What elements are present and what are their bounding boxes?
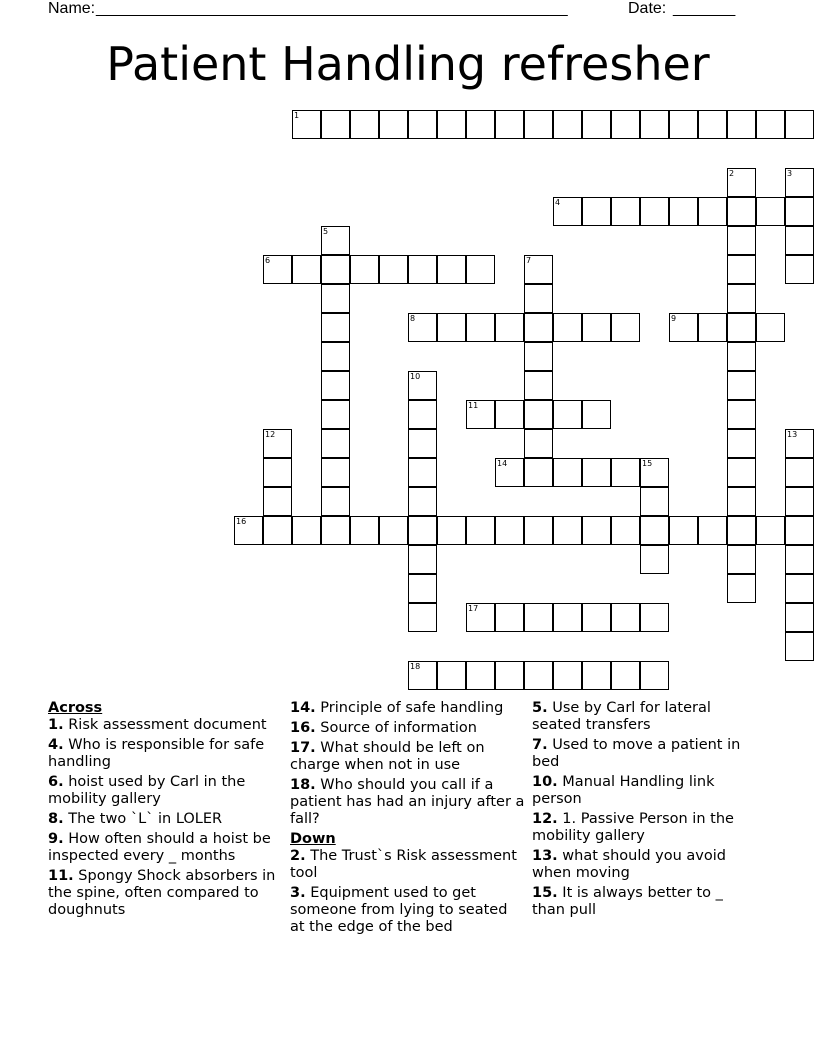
grid-cell[interactable]: [466, 255, 495, 284]
grid-cell[interactable]: [524, 342, 553, 371]
clue-text: How often should a hoist be inspected every _ months: [48, 831, 271, 864]
clue-number-label: 14: [497, 459, 508, 468]
name-field[interactable]: _____________________________________________________: [96, 0, 568, 17]
grid-cell[interactable]: [785, 458, 814, 487]
grid-cell[interactable]: [321, 313, 350, 342]
clue-text: hoist used by Carl in the mobility gallery: [48, 774, 246, 807]
clue-number: 11.: [48, 868, 74, 884]
grid-cell[interactable]: [611, 516, 640, 545]
clue-item: [290, 885, 525, 936]
grid-cell[interactable]: [437, 313, 466, 342]
grid-cell[interactable]: [582, 603, 611, 632]
grid-cell[interactable]: [466, 313, 495, 342]
grid-cell[interactable]: [292, 516, 321, 545]
grid-cell[interactable]: [408, 255, 437, 284]
clue-text: what should you avoid when moving: [532, 848, 726, 881]
clue-number-label: 13: [787, 430, 798, 439]
grid-cell[interactable]: [524, 603, 553, 632]
grid-cell[interactable]: [495, 603, 524, 632]
clue-text: Who is responsible for safe handling: [48, 737, 265, 770]
grid-cell[interactable]: [727, 255, 756, 284]
grid-cell[interactable]: [524, 110, 553, 139]
grid-cell[interactable]: [582, 197, 611, 226]
date-label: Date:: [628, 0, 667, 17]
clue-item: [48, 811, 280, 828]
clue-number-label: 8: [410, 314, 416, 323]
clue-text: Manual Handling link person: [532, 774, 715, 807]
grid-cell[interactable]: [640, 661, 669, 690]
grid-cell[interactable]: [611, 603, 640, 632]
grid-cell[interactable]: [582, 313, 611, 342]
clue-text: Principle of safe handling: [315, 700, 504, 716]
grid-cell[interactable]: [582, 661, 611, 690]
grid-cell[interactable]: [698, 197, 727, 226]
clue-number-label: 11: [468, 401, 479, 410]
clue-number: 1.: [48, 717, 64, 733]
grid-cell[interactable]: [437, 110, 466, 139]
clue-text: It is always better to _ than pull: [532, 885, 723, 918]
grid-cell[interactable]: [698, 313, 727, 342]
grid-cell[interactable]: [640, 516, 669, 545]
clue-text: Equipment used to get someone from lying to seated at the edge of the bed: [290, 885, 508, 935]
grid-cell[interactable]: [408, 603, 437, 632]
grid-cell[interactable]: [785, 516, 814, 545]
across-heading: Across: [48, 700, 103, 716]
clue-number-label: 16: [236, 517, 247, 526]
grid-cell[interactable]: [437, 516, 466, 545]
grid-cell[interactable]: [698, 516, 727, 545]
grid-cell[interactable]: [466, 661, 495, 690]
grid-cell[interactable]: [785, 487, 814, 516]
clue-item: [290, 777, 525, 828]
clue-item: [48, 737, 280, 771]
clue-number-label: 12: [265, 430, 276, 439]
grid-cell[interactable]: [379, 255, 408, 284]
grid-cell[interactable]: [321, 342, 350, 371]
clue-number-label: 5: [323, 227, 329, 236]
grid-cell[interactable]: [640, 197, 669, 226]
grid-cell[interactable]: [321, 487, 350, 516]
grid-cell[interactable]: [756, 197, 785, 226]
grid-cell[interactable]: [321, 110, 350, 139]
grid-cell[interactable]: [582, 110, 611, 139]
grid-cell[interactable]: [553, 516, 582, 545]
grid-cell[interactable]: [727, 487, 756, 516]
grid-cell[interactable]: [379, 516, 408, 545]
clue-text: Used to move a patient in bed: [532, 737, 741, 770]
across-clue-list-cont: [290, 700, 525, 828]
grid-cell[interactable]: [379, 110, 408, 139]
grid-cell[interactable]: [408, 574, 437, 603]
clues-column-1: [48, 700, 280, 922]
clue-number-label: 15: [642, 459, 653, 468]
clue-number-label: 6: [265, 256, 271, 265]
clue-text: Use by Carl for lateral seated transfers: [532, 700, 711, 733]
clue-item: [532, 885, 750, 919]
grid-cell[interactable]: [727, 400, 756, 429]
grid-cell[interactable]: [785, 574, 814, 603]
clue-number-label: 1: [294, 111, 300, 120]
clue-number: 13.: [532, 848, 558, 864]
clue-number: 5.: [532, 700, 548, 716]
grid-cell[interactable]: [524, 313, 553, 342]
grid-cell[interactable]: [321, 255, 350, 284]
grid-cell[interactable]: [582, 400, 611, 429]
grid-cell[interactable]: [553, 400, 582, 429]
grid-cell[interactable]: [321, 458, 350, 487]
grid-cell[interactable]: [727, 371, 756, 400]
clue-text: Risk assessment document: [63, 717, 267, 733]
grid-cell[interactable]: [553, 661, 582, 690]
clue-number: 15.: [532, 885, 558, 901]
clue-number-label: 9: [671, 314, 677, 323]
grid-cell[interactable]: [727, 574, 756, 603]
grid-cell[interactable]: [350, 110, 379, 139]
grid-cell[interactable]: [727, 284, 756, 313]
clue-number-label: 18: [410, 662, 421, 671]
clue-number: 2.: [290, 848, 306, 864]
clue-item: [532, 737, 750, 771]
clue-item: [48, 717, 280, 734]
grid-cell[interactable]: [669, 197, 698, 226]
grid-cell[interactable]: [785, 632, 814, 661]
date-field[interactable]: _______: [673, 0, 736, 17]
clue-number: 6.: [48, 774, 64, 790]
grid-cell[interactable]: [727, 342, 756, 371]
clue-item: [290, 700, 525, 717]
clue-item: [532, 811, 750, 845]
grid-cell[interactable]: [408, 110, 437, 139]
grid-cell[interactable]: [437, 661, 466, 690]
grid-cell[interactable]: [640, 110, 669, 139]
grid-cell[interactable]: [321, 371, 350, 400]
grid-cell[interactable]: [408, 400, 437, 429]
grid-cell[interactable]: [524, 284, 553, 313]
grid-cell[interactable]: [756, 110, 785, 139]
clue-number: 10.: [532, 774, 558, 790]
clue-number: 18.: [290, 777, 316, 793]
grid-cell[interactable]: [408, 545, 437, 574]
clue-number-label: 7: [526, 256, 532, 265]
clue-number: 4.: [48, 737, 64, 753]
clue-number: 3.: [290, 885, 306, 901]
grid-cell[interactable]: [495, 400, 524, 429]
grid-cell[interactable]: [785, 545, 814, 574]
clue-number-label: 2: [729, 169, 735, 178]
grid-cell[interactable]: [524, 516, 553, 545]
grid-cell[interactable]: [524, 400, 553, 429]
clue-number-label: 4: [555, 198, 561, 207]
grid-cell[interactable]: [408, 516, 437, 545]
clue-number: 12.: [532, 811, 558, 827]
clue-item: [290, 740, 525, 774]
grid-cell[interactable]: [466, 110, 495, 139]
grid-cell[interactable]: [321, 429, 350, 458]
clue-number-label: 10: [410, 372, 421, 381]
grid-cell[interactable]: [727, 429, 756, 458]
clue-number: 16.: [290, 720, 316, 736]
grid-cell[interactable]: [756, 313, 785, 342]
grid-cell[interactable]: [437, 255, 466, 284]
grid-cell[interactable]: [350, 255, 379, 284]
grid-cell[interactable]: [640, 545, 669, 574]
grid-cell[interactable]: [785, 255, 814, 284]
grid-cell[interactable]: [669, 516, 698, 545]
grid-cell[interactable]: [466, 516, 495, 545]
grid-cell[interactable]: [495, 313, 524, 342]
grid-cell[interactable]: [727, 313, 756, 342]
grid-cell[interactable]: [321, 284, 350, 313]
grid-cell[interactable]: [582, 458, 611, 487]
grid-cell[interactable]: [408, 429, 437, 458]
clue-number-label: 3: [787, 169, 793, 178]
clue-number-label: 17: [468, 604, 479, 613]
grid-cell[interactable]: [263, 516, 292, 545]
clues-column-2: [290, 700, 525, 939]
clues-column-3: [532, 700, 750, 922]
grid-cell[interactable]: [727, 545, 756, 574]
grid-cell[interactable]: [640, 487, 669, 516]
clue-number: 8.: [48, 811, 64, 827]
clue-number: 7.: [532, 737, 548, 753]
grid-cell[interactable]: [669, 110, 698, 139]
grid-cell[interactable]: [408, 487, 437, 516]
grid-cell[interactable]: [727, 516, 756, 545]
grid-cell[interactable]: [785, 110, 814, 139]
clue-text: Who should you call if a patient has had an injury after a fall?: [290, 777, 525, 827]
clue-item: [532, 848, 750, 882]
grid-cell[interactable]: [495, 516, 524, 545]
name-label: Name:: [48, 0, 96, 17]
grid-cell[interactable]: [553, 110, 582, 139]
grid-cell[interactable]: [524, 458, 553, 487]
grid-cell[interactable]: [727, 197, 756, 226]
down-clue-list: [290, 848, 525, 936]
grid-cell[interactable]: [698, 110, 727, 139]
clue-item: [290, 720, 525, 737]
page-title: Patient Handling refresher: [106, 37, 710, 91]
grid-cell[interactable]: [321, 516, 350, 545]
clue-number: 14.: [290, 700, 316, 716]
clue-item: [48, 868, 280, 919]
clue-item: [48, 774, 280, 808]
clue-text: The two `L` in LOLER: [63, 811, 223, 827]
grid-cell[interactable]: [321, 400, 350, 429]
clue-text: 1. Passive Person in the mobility gallery: [532, 811, 734, 844]
grid-cell[interactable]: [553, 313, 582, 342]
clue-item: [290, 848, 525, 882]
grid-cell[interactable]: [524, 661, 553, 690]
clue-item: [532, 700, 750, 734]
clue-text: What should be left on charge when not in use: [290, 740, 485, 773]
grid-cell[interactable]: [611, 197, 640, 226]
grid-cell[interactable]: [756, 516, 785, 545]
grid-cell[interactable]: [263, 458, 292, 487]
grid-cell[interactable]: [350, 516, 379, 545]
grid-cell[interactable]: [582, 516, 611, 545]
clue-text: Source of information: [315, 720, 477, 736]
grid-cell[interactable]: [524, 429, 553, 458]
down-heading: Down: [290, 831, 336, 847]
clue-text: Spongy Shock absorbers in the spine, often compared to doughnuts: [48, 868, 276, 918]
grid-cell[interactable]: [727, 110, 756, 139]
grid-cell[interactable]: [292, 255, 321, 284]
grid-cell[interactable]: [727, 458, 756, 487]
grid-cell[interactable]: [524, 371, 553, 400]
across-clue-list: [48, 717, 280, 919]
grid-cell[interactable]: [611, 458, 640, 487]
grid-cell[interactable]: [727, 226, 756, 255]
clue-item: [48, 831, 280, 865]
clue-text: The Trust`s Risk assessment tool: [290, 848, 517, 881]
grid-cell[interactable]: [553, 603, 582, 632]
grid-cell[interactable]: [495, 661, 524, 690]
grid-cell[interactable]: [611, 313, 640, 342]
grid-cell[interactable]: [611, 110, 640, 139]
clue-item: [532, 774, 750, 808]
down-clue-list-cont: [532, 700, 750, 919]
grid-cell[interactable]: [785, 197, 814, 226]
grid-cell[interactable]: [785, 603, 814, 632]
grid-cell[interactable]: [263, 487, 292, 516]
clue-number: 17.: [290, 740, 316, 756]
grid-cell[interactable]: [611, 661, 640, 690]
grid-cell[interactable]: [408, 458, 437, 487]
clue-number: 9.: [48, 831, 64, 847]
grid-cell[interactable]: [640, 603, 669, 632]
grid-cell[interactable]: [553, 458, 582, 487]
grid-cell[interactable]: [495, 110, 524, 139]
grid-cell[interactable]: [785, 226, 814, 255]
